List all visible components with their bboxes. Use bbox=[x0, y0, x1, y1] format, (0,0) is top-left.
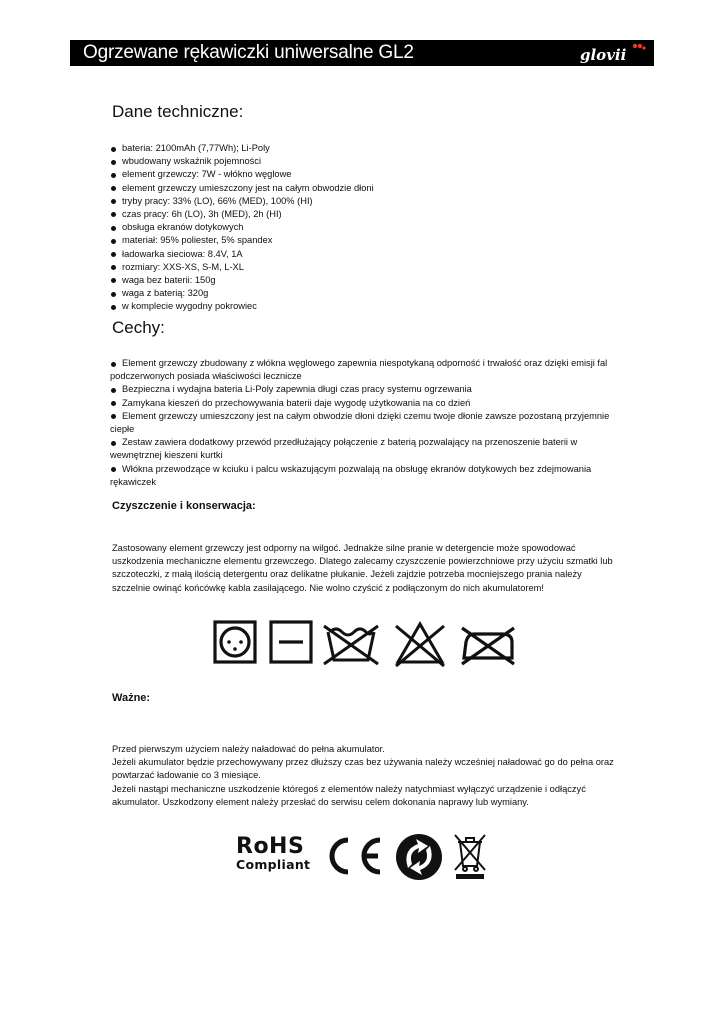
bullet-icon bbox=[111, 362, 116, 367]
list-item: Włókna przewodzące w kciuku i palcu wskazującym pozwalają na obsługę ekranów dotykowych bez zdejmowania rękawiczek bbox=[110, 463, 592, 487]
list-item: Element grzewczy umieszczony jest na całym obwodzie dłoni dzięki czemu twoje dłonie zawsze pozostaną przyjemnie ciepłe bbox=[110, 410, 610, 435]
important-line: Jeżeli akumulator będzie przechowywany przez dłuższy czas bez używania należy wcześniej naładować go do pełna oraz powtarzać ładowanie co 3 miesiące. bbox=[112, 757, 614, 781]
list-item: Zamykana kieszeń do przechowywania baterii daje wygodę użytkowania na co dzień bbox=[110, 397, 620, 410]
list-item: Element grzewczy zbudowany z włókna węglowego zapewnia niespotykaną odporność i trwałość oraz dzięki emisji fal podczerwonych posiada właściwości lecznicze bbox=[110, 358, 608, 382]
list-item: tryby pracy: 33% (LO), 66% (MED), 100% (HI) bbox=[110, 195, 374, 208]
list-item: w komplecie wygodny pokrowiec bbox=[110, 300, 374, 313]
weee-crossed-bin-icon bbox=[452, 832, 488, 880]
bullet-icon bbox=[111, 173, 116, 178]
list-item: element grzewczy: 7W - włókno węglowe bbox=[110, 168, 374, 181]
dry-flat-icon bbox=[271, 622, 311, 662]
cleaning-text: Zastosowany element grzewczy jest odporny na wilgoć. Jednakże silne pranie w detergencie może spowodować uszkodzenia mechaniczne elementu grzewczego. Dlatego zalecamy czyszczenie powierzchniowe przy użyciu szmatki lub szczoteczki, z małą ilością detergentu oraz delikatne płukanie. Jeżeli zajdzie potrzeba mocniejszego prania należy szczelnie owinąć końcówkę kabla zasilającego. Nie wolno czyścić z podłączonym do nich akumulatorem! bbox=[112, 543, 613, 593]
ce-mark-icon bbox=[322, 834, 384, 878]
bullet-icon bbox=[111, 305, 116, 310]
features-heading: Cechy: bbox=[112, 318, 165, 337]
list-item: ładowarka sieciowa: 8.4V, 1A bbox=[110, 248, 374, 261]
list-item: rozmiary: XXS-XS, S-M, L-XL bbox=[110, 261, 374, 274]
list-item: wbudowany wskaźnik pojemności bbox=[110, 155, 374, 168]
list-item: obsługa ekranów dotykowych bbox=[110, 221, 374, 234]
important-line: Jeżeli nastąpi mechaniczne uszkodzenie któregoś z elementów należy natychmiast wyłączyć urządzenie i odłączyć akumulator. Uszkodzony element należy przesłać do serwisu celem dokonania naprawy lub wymiany. bbox=[112, 783, 586, 807]
list-item: element grzewczy umieszczony jest na całym obwodzie dłoni bbox=[110, 182, 374, 195]
important-line: Przed pierwszym użyciem należy naładować do pełna akumulator. bbox=[112, 744, 385, 754]
bullet-icon bbox=[111, 388, 116, 393]
svg-text:glovii: glovii bbox=[580, 46, 627, 64]
bullet-icon bbox=[111, 186, 116, 191]
list-item: czas pracy: 6h (LO), 3h (MED), 2h (HI) bbox=[110, 208, 374, 221]
bullet-icon bbox=[111, 160, 116, 165]
list-item: waga z baterią: 320g bbox=[110, 287, 374, 300]
do-not-bleach-icon bbox=[396, 624, 444, 666]
list-item: Bezpieczna i wydajna bateria Li-Poly zapewnia długi czas pracy systemu ogrzewania bbox=[110, 383, 620, 396]
tech-heading: Dane techniczne: bbox=[112, 102, 244, 121]
bullet-icon bbox=[111, 239, 116, 244]
do-not-iron-icon bbox=[462, 628, 514, 664]
bullet-icon bbox=[111, 226, 116, 231]
rohs-compliant-icon bbox=[236, 836, 310, 872]
bullet-icon bbox=[111, 147, 116, 152]
rohs-sublabel: Compliant bbox=[236, 857, 311, 872]
do-not-dry-clean-icon bbox=[324, 626, 378, 664]
important-text bbox=[112, 743, 617, 809]
bullet-icon bbox=[111, 414, 116, 419]
list-item: bateria: 2100mAh (7,77Wh); Li-Poly bbox=[110, 142, 374, 155]
important-heading: Ważne: bbox=[112, 692, 151, 704]
bullet-icon bbox=[111, 278, 116, 283]
bullet-icon bbox=[111, 252, 116, 257]
bullet-icon bbox=[111, 199, 116, 204]
tech-list bbox=[110, 142, 374, 313]
list-item: materiał: 95% poliester, 5% spandex bbox=[110, 234, 374, 247]
bullet-icon bbox=[111, 265, 116, 270]
care-icons bbox=[212, 620, 522, 668]
bullet-icon bbox=[111, 467, 116, 472]
header-bar bbox=[70, 40, 654, 66]
list-item: Zestaw zawiera dodatkowy przewód przedłużający połączenie z baterią pozwalający na przenoszenie baterii w wewnętrznej kieszeni kurtki bbox=[110, 437, 578, 461]
list-item: waga bez baterii: 150g bbox=[110, 274, 374, 287]
document-title: Ogrzewane rękawiczki uniwersalne GL2 bbox=[83, 42, 414, 63]
green-dot-recycling-icon bbox=[394, 832, 444, 882]
bullet-icon bbox=[111, 212, 116, 217]
tumble-dry-icon bbox=[215, 622, 255, 662]
cleaning-heading: Czyszczenie i konserwacja: bbox=[112, 500, 256, 512]
glovii-logo bbox=[578, 42, 648, 64]
bullet-icon bbox=[111, 292, 116, 297]
bullet-icon bbox=[111, 441, 116, 446]
features-list bbox=[110, 357, 620, 489]
rohs-label: RoHS bbox=[236, 834, 305, 859]
bullet-icon bbox=[111, 401, 116, 406]
